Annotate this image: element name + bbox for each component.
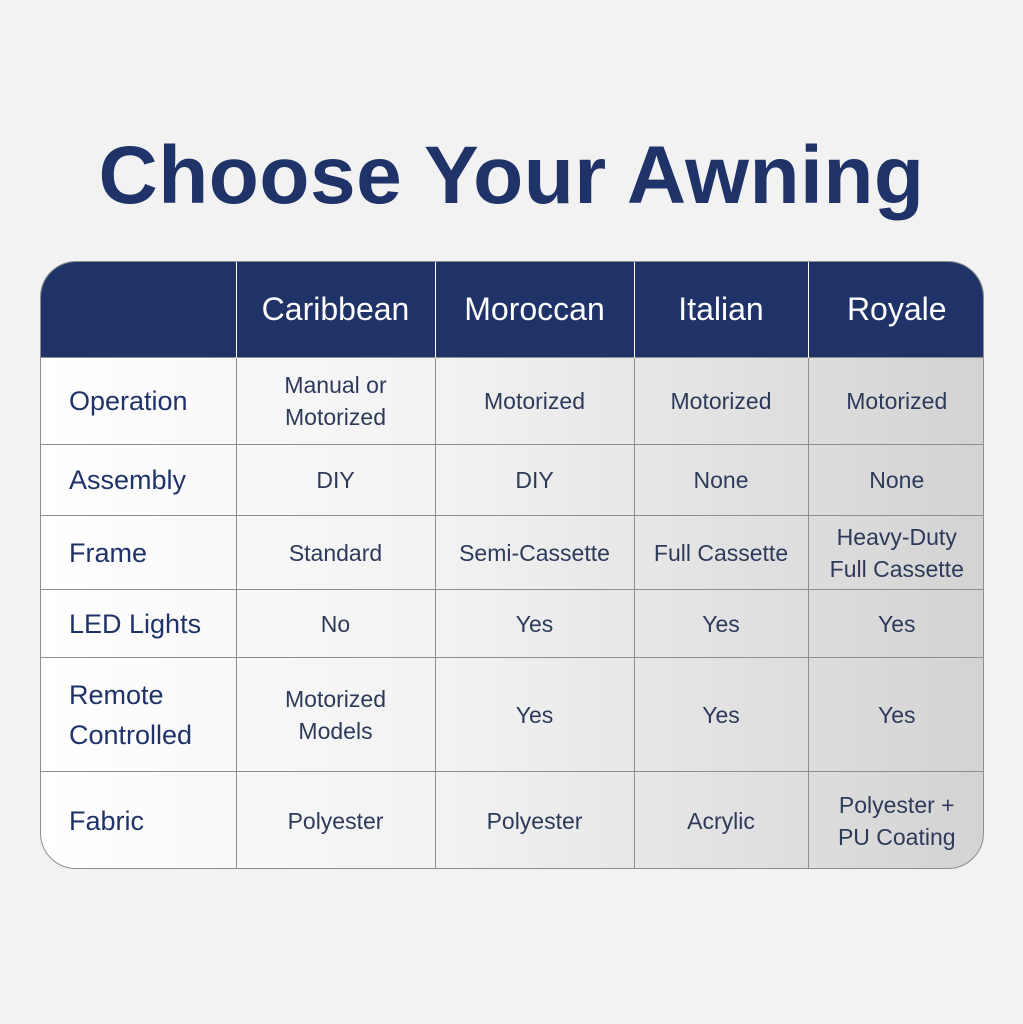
table-cell: Yes xyxy=(808,658,984,772)
table-row xyxy=(41,658,984,772)
table-row xyxy=(41,772,984,870)
table-cell: Motorized Models xyxy=(236,658,435,772)
table-cell: Standard xyxy=(236,516,435,590)
table-cell: Motorized xyxy=(435,358,634,445)
row-label-fabric: Fabric xyxy=(41,772,236,870)
table-cell: Motorized xyxy=(808,358,984,445)
table-cell: Polyester xyxy=(236,772,435,870)
column-header-caribbean: Caribbean xyxy=(236,262,435,358)
table-cell: Polyester + PU Coating xyxy=(808,772,984,870)
table-cell: Motorized xyxy=(634,358,808,445)
table-cell: Yes xyxy=(435,590,634,658)
comparison-table xyxy=(40,261,984,869)
table-cell: Yes xyxy=(634,590,808,658)
table-cell: DIY xyxy=(435,445,634,516)
table-row xyxy=(41,358,984,445)
table-row xyxy=(41,590,984,658)
table-cell: Polyester xyxy=(435,772,634,870)
table-cell: Manual or Motorized xyxy=(236,358,435,445)
table-cell: Full Cassette xyxy=(634,516,808,590)
row-label-remote-controlled: Remote Controlled xyxy=(41,658,236,772)
table-cell: None xyxy=(634,445,808,516)
table-cell: DIY xyxy=(236,445,435,516)
table-cell: Yes xyxy=(808,590,984,658)
column-header-italian: Italian xyxy=(634,262,808,358)
table-cell: Semi-Cassette xyxy=(435,516,634,590)
column-header-moroccan: Moroccan xyxy=(435,262,634,358)
table-row xyxy=(41,445,984,516)
table-cell: Heavy-Duty Full Cassette xyxy=(808,516,984,590)
header-row xyxy=(41,262,984,358)
table-cell: Yes xyxy=(634,658,808,772)
row-label-assembly: Assembly xyxy=(41,445,236,516)
row-label-led-lights: LED Lights xyxy=(41,590,236,658)
corner-cell xyxy=(41,262,236,358)
table-cell: Acrylic xyxy=(634,772,808,870)
page-title: Choose Your Awning xyxy=(98,130,925,221)
row-label-frame: Frame xyxy=(41,516,236,590)
column-header-royale: Royale xyxy=(808,262,984,358)
row-label-operation: Operation xyxy=(41,358,236,445)
table-cell: Yes xyxy=(435,658,634,772)
table-cell: None xyxy=(808,445,984,516)
table-row xyxy=(41,516,984,590)
table-cell: No xyxy=(236,590,435,658)
